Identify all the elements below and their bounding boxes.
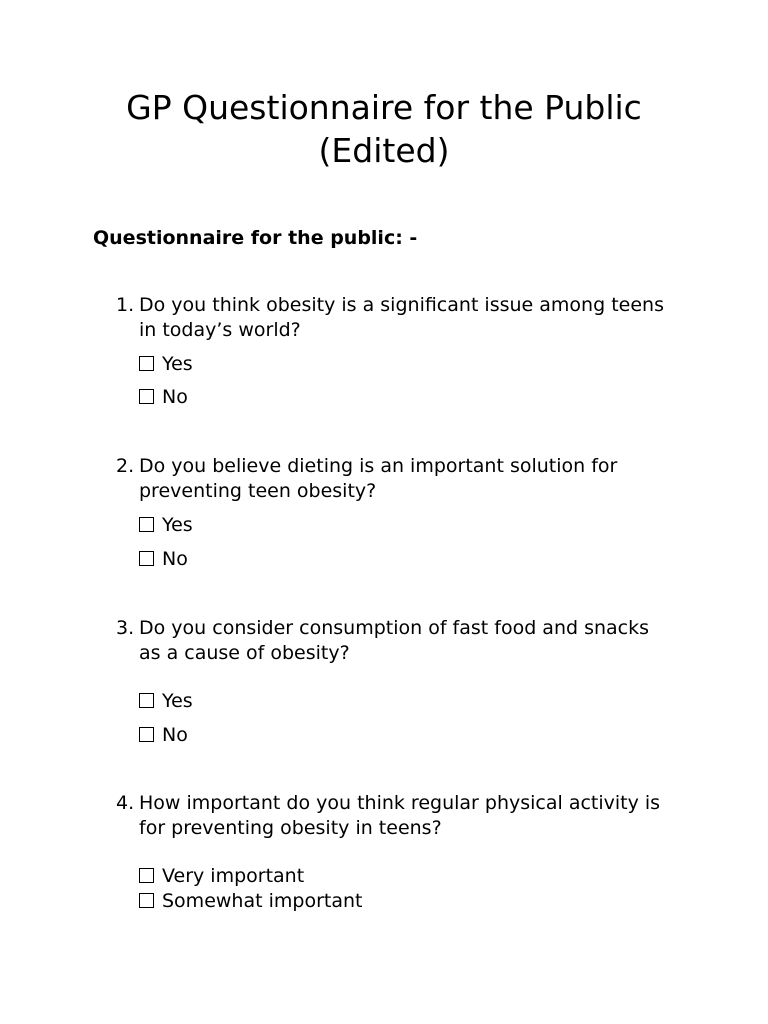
question-3 xyxy=(116,616,676,746)
question-4-row xyxy=(116,791,676,841)
question-text: Do you think obesity is a significant issue among teens in today’s world? xyxy=(139,294,664,341)
question-2-row xyxy=(116,454,676,504)
option-yes[interactable] xyxy=(139,352,193,377)
option-label: Very important xyxy=(162,865,305,887)
question-number: 4. xyxy=(116,792,135,814)
question-3-row xyxy=(116,616,676,666)
option-label: Yes xyxy=(162,353,193,375)
checkbox-icon[interactable] xyxy=(139,356,154,371)
question-4 xyxy=(116,791,676,912)
option-very-important[interactable] xyxy=(139,864,304,889)
option-label: Yes xyxy=(162,690,193,712)
checkbox-icon[interactable] xyxy=(139,868,154,883)
section-heading: Questionnaire for the public: - xyxy=(93,227,418,249)
question-number: 2. xyxy=(116,455,135,477)
option-no[interactable] xyxy=(139,547,188,572)
option-no[interactable] xyxy=(139,723,188,748)
question-1-row xyxy=(116,293,676,343)
option-label: No xyxy=(162,386,188,408)
question-number: 3. xyxy=(116,617,135,639)
question-text: Do you believe dieting is an important solution for preventing teen obesity? xyxy=(139,455,618,502)
option-no[interactable] xyxy=(139,385,188,410)
checkbox-icon[interactable] xyxy=(139,517,154,532)
option-label: Somewhat important xyxy=(162,890,363,912)
question-text: Do you consider consumption of fast food and snacks as a cause of obesity? xyxy=(139,617,650,664)
option-label: Yes xyxy=(162,514,193,536)
question-text: How important do you think regular physical activity is for preventing obesity in teens? xyxy=(139,792,661,839)
document-title: GP Questionnaire for the Public (Edited) xyxy=(126,88,642,170)
checkbox-icon[interactable] xyxy=(139,389,154,404)
checkbox-icon[interactable] xyxy=(139,551,154,566)
option-label: No xyxy=(162,724,188,746)
checkbox-icon[interactable] xyxy=(139,727,154,742)
question-number: 1. xyxy=(116,294,135,316)
question-2 xyxy=(116,454,676,570)
option-yes[interactable] xyxy=(139,689,193,714)
option-yes[interactable] xyxy=(139,513,193,538)
option-somewhat-important[interactable] xyxy=(139,889,362,914)
checkbox-icon[interactable] xyxy=(139,893,154,908)
option-label: No xyxy=(162,548,188,570)
checkbox-icon[interactable] xyxy=(139,693,154,708)
question-1 xyxy=(116,293,676,408)
